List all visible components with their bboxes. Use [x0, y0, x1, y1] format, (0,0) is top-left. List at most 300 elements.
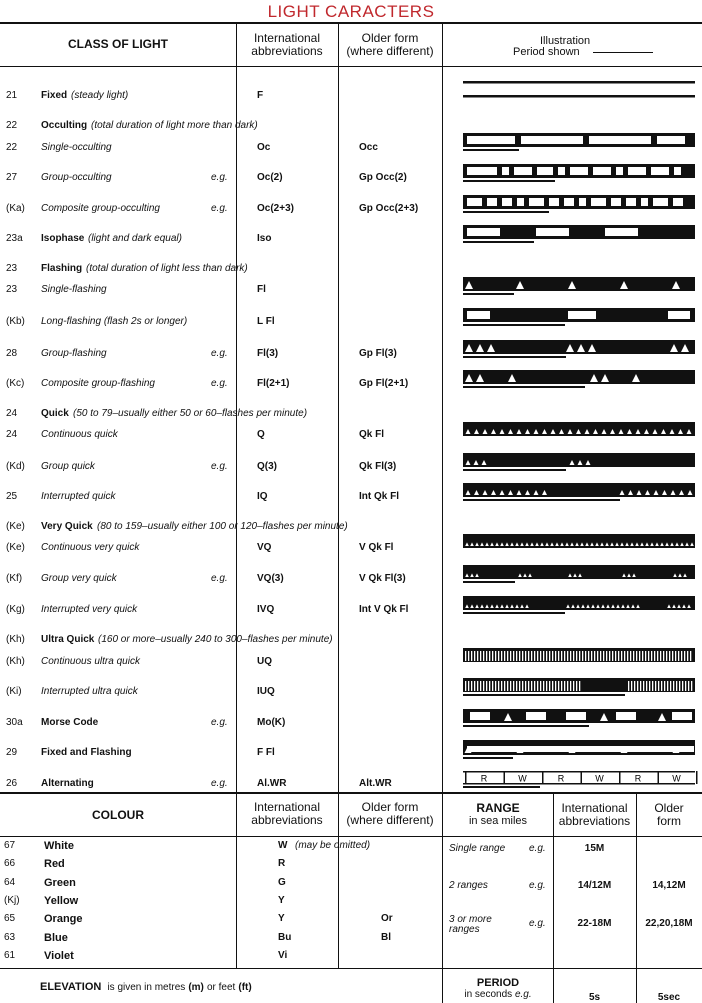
row-abbr: Iso — [257, 233, 272, 244]
alt-divider — [658, 771, 660, 784]
alt-divider — [504, 771, 506, 784]
row-number: 24 — [6, 429, 18, 440]
range-older: 14,12M — [652, 880, 686, 891]
flash-mark — [690, 651, 691, 661]
light-segment — [605, 228, 638, 236]
colour-abbr: Y — [278, 895, 285, 906]
period-older: 5sec — [657, 992, 681, 1003]
range-label: Single range — [449, 843, 506, 854]
flash-mark — [600, 651, 601, 661]
row-label: Single-occulting — [41, 142, 112, 153]
flash-mark — [552, 651, 553, 661]
flash-mark — [673, 681, 674, 691]
flash-mark — [567, 651, 568, 661]
light-segment — [593, 167, 611, 175]
row-number: (Ke) — [6, 542, 25, 553]
row-label: Fixed — [41, 90, 68, 101]
flash-mark — [483, 651, 484, 661]
row-label: Quick — [41, 408, 69, 419]
row-number: 23 — [6, 263, 18, 274]
flash-mark — [522, 651, 523, 661]
colour-name: Red — [44, 858, 65, 870]
flash-mark — [645, 651, 646, 661]
flash-mark — [676, 681, 677, 691]
row-note: (steady light) — [71, 90, 129, 101]
flash-mark — [498, 651, 499, 661]
light-segment — [616, 712, 636, 720]
period-abbr: 5s — [588, 992, 601, 1003]
class-of-light-header: CLASS OF LIGHT — [68, 37, 168, 51]
colour-header: COLOUR — [92, 808, 144, 822]
flash-mark — [648, 651, 649, 661]
row-label: Occulting — [41, 120, 88, 131]
flash-mark — [688, 681, 689, 691]
row-older: V Qk Fl(3) — [359, 573, 406, 584]
row-number: (Ki) — [6, 686, 22, 697]
flash-mark — [537, 651, 538, 661]
row-eg: e.g. — [211, 717, 228, 728]
alt-letter: R — [480, 773, 488, 784]
dark-bar — [463, 370, 695, 384]
alt-letter: R — [557, 773, 565, 784]
range-eg: e.g. — [529, 880, 546, 891]
row-eg: e.g. — [211, 778, 228, 789]
row-eg: e.g. — [211, 378, 228, 389]
light-segment — [568, 311, 596, 319]
flash-mark — [666, 651, 667, 661]
dark-bar — [463, 741, 695, 746]
colour-number: 64 — [4, 877, 16, 888]
flash-mark — [661, 681, 662, 691]
flash-mark — [654, 651, 655, 661]
flash-mark — [675, 651, 676, 661]
flash-mark — [579, 651, 580, 661]
colour-note: (may be omitted) — [295, 840, 371, 851]
row-abbr: Q — [257, 429, 265, 440]
range-label: 2 ranges — [449, 880, 488, 891]
colour-number: 66 — [4, 858, 16, 869]
flash-mark — [534, 681, 535, 691]
row-label: Alternating — [41, 778, 94, 789]
flash-mark — [672, 651, 673, 661]
flash-mark — [486, 651, 487, 661]
light-segment — [672, 712, 692, 720]
light-segment — [651, 167, 669, 175]
flash-mark — [516, 651, 517, 661]
row-label: Group quick — [41, 461, 95, 472]
range-label: 3 or more ranges — [449, 914, 492, 935]
period-underline — [463, 757, 513, 759]
row-abbr: Fl(3) — [257, 348, 279, 359]
flash-mark — [525, 651, 526, 661]
period-header: PERIOD in seconds e.g. — [464, 977, 532, 1000]
row-label: Group very quick — [41, 573, 117, 584]
period-underline — [463, 786, 540, 788]
period-shown-header: Period shown — [513, 46, 580, 58]
flash-mark — [489, 651, 490, 661]
flash-mark — [564, 651, 565, 661]
row-abbr: Oc(2) — [257, 172, 283, 183]
row-number: (Kb) — [6, 316, 25, 327]
flash-mark — [561, 681, 562, 691]
flash-mark — [555, 651, 556, 661]
light-segment — [549, 198, 559, 206]
alt-letter: W — [518, 773, 527, 784]
light-segment — [470, 712, 490, 720]
row-eg: e.g. — [211, 573, 228, 584]
light-segment — [668, 311, 690, 319]
light-segment — [628, 167, 646, 175]
flash-mark — [594, 651, 595, 661]
colour-number: 65 — [4, 913, 16, 924]
row-number: 30a — [6, 717, 23, 728]
light-segment — [521, 136, 583, 144]
row-number: (Kg) — [6, 604, 25, 615]
flash-mark — [670, 681, 671, 691]
row-number: 28 — [6, 348, 18, 359]
row-abbr: F Fl — [257, 747, 275, 758]
flash-mark — [643, 681, 644, 691]
light-segment — [487, 198, 497, 206]
flash-mark — [534, 651, 535, 661]
flash-mark — [501, 681, 502, 691]
row-label: Composite group-occulting — [41, 203, 160, 214]
row-number: (Kd) — [6, 461, 25, 472]
row-label: Continuous very quick — [41, 542, 140, 553]
flash-mark — [519, 651, 520, 661]
row-abbr: Q(3) — [257, 461, 277, 472]
flash-mark — [570, 651, 571, 661]
light-segment — [616, 167, 623, 175]
row-abbr: UQ — [257, 656, 272, 667]
flash-mark — [642, 651, 643, 661]
alt-border — [463, 783, 695, 785]
light-segment — [526, 712, 546, 720]
flash-mark — [597, 651, 598, 661]
light-segment — [673, 198, 683, 206]
row-note: (50 to 79–usually either 50 or 60–flashes per minute) — [73, 408, 308, 419]
range-older: 22,20,18M — [645, 918, 693, 929]
dark-bar — [463, 277, 695, 291]
light-segment — [502, 167, 509, 175]
row-number: 26 — [6, 778, 18, 789]
period-underline — [463, 694, 625, 696]
flash-mark — [660, 651, 661, 661]
light-segment — [502, 198, 512, 206]
flash-mark — [684, 651, 685, 661]
flash-mark — [612, 651, 613, 661]
flash-mark — [606, 651, 607, 661]
flash-mark — [477, 651, 478, 661]
row-older: Alt.WR — [359, 778, 392, 789]
flash-mark — [573, 681, 574, 691]
row-number: 25 — [6, 491, 18, 502]
flash-mark — [465, 651, 466, 661]
light-segment — [467, 311, 490, 319]
row-abbr: VQ(3) — [257, 573, 284, 584]
flash-mark — [667, 681, 668, 691]
flash-mark — [558, 681, 559, 691]
colour-abbr: G — [278, 877, 286, 888]
flash-mark — [682, 681, 683, 691]
colour-name: Yellow — [44, 895, 79, 907]
colour-number: 63 — [4, 932, 16, 943]
alt-letter: R — [634, 773, 642, 784]
flash-mark — [474, 651, 475, 661]
flash-mark — [687, 651, 688, 661]
light-segment — [591, 198, 606, 206]
row-number: 23a — [6, 233, 23, 244]
flash-mark — [513, 681, 514, 691]
flash-mark — [624, 651, 625, 661]
flash-mark — [652, 681, 653, 691]
flash-mark — [528, 681, 529, 691]
flash-mark — [640, 681, 641, 691]
row-number: 22 — [6, 120, 18, 131]
flash-mark — [678, 651, 679, 661]
row-number: (Ka) — [6, 203, 25, 214]
flash-mark — [618, 651, 619, 661]
row-label: Morse Code — [41, 717, 99, 728]
flash-mark — [549, 651, 550, 661]
row-older: Int V Qk Fl — [359, 604, 409, 615]
light-segment — [579, 198, 586, 206]
dark-bar — [463, 483, 695, 497]
row-number: 24 — [6, 408, 18, 419]
flash-mark — [531, 681, 532, 691]
flash-mark — [657, 651, 658, 661]
light-segment — [657, 136, 685, 144]
colour-older-header: Older form (where different) — [346, 800, 434, 827]
row-abbr: Al.WR — [257, 778, 287, 789]
colour-abbr: Vi — [278, 950, 288, 961]
flash-mark — [543, 681, 544, 691]
row-older: Occ — [359, 142, 378, 153]
colour-name: White — [44, 840, 74, 852]
flash-mark — [507, 681, 508, 691]
flash-mark — [609, 651, 610, 661]
period-underline — [463, 356, 566, 358]
flash-mark — [691, 681, 692, 691]
flash-mark — [655, 681, 656, 691]
flash-mark — [549, 681, 550, 691]
row-eg: e.g. — [211, 461, 228, 472]
flash-mark — [621, 651, 622, 661]
flash-mark — [567, 681, 568, 691]
row-note: (total duration of light less than dark) — [86, 263, 248, 274]
flash-mark — [615, 651, 616, 661]
row-abbr: Fl(2+1) — [257, 378, 290, 389]
flash-mark — [646, 681, 647, 691]
flash-mark — [492, 651, 493, 661]
flash-mark — [576, 681, 577, 691]
colour-abbr: R — [278, 858, 286, 869]
period-underline — [463, 725, 589, 727]
range-older-header: Older form — [654, 801, 684, 828]
row-note: (total duration of light more than dark) — [91, 120, 258, 131]
period-underline — [463, 324, 565, 326]
colour-number: 61 — [4, 950, 16, 961]
row-label: Very Quick — [41, 521, 93, 532]
row-older: V Qk Fl — [359, 542, 394, 553]
flash-mark — [483, 681, 484, 691]
flash-mark — [681, 651, 682, 661]
flash-mark — [522, 681, 523, 691]
alt-border — [463, 771, 695, 773]
row-number: 27 — [6, 172, 18, 183]
colour-number: (Kj) — [4, 895, 20, 906]
colour-intl-header: International abbreviations — [251, 800, 323, 827]
light-segment — [537, 167, 553, 175]
period-underline — [463, 241, 534, 243]
row-label: Group-occulting — [41, 172, 112, 183]
alt-letter: W — [595, 773, 604, 784]
range-header: RANGE in sea miles — [468, 801, 528, 827]
flash-mark — [663, 651, 664, 661]
row-number: 23 — [6, 284, 18, 295]
row-older: Int Qk Fl — [359, 491, 399, 502]
light-segment — [570, 167, 588, 175]
row-older: Qk Fl(3) — [359, 461, 397, 472]
flash-mark — [531, 651, 532, 661]
flash-mark — [537, 681, 538, 691]
light-segment — [566, 712, 586, 720]
row-eg: e.g. — [211, 203, 228, 214]
alt-divider — [542, 771, 544, 784]
alt-divider — [696, 771, 698, 784]
older-form-header: Older form (where different) — [346, 31, 434, 58]
colour-older: Bl — [381, 932, 391, 943]
range-abbr: 22-18M — [577, 918, 612, 929]
flash-mark — [510, 681, 511, 691]
flash-mark — [576, 651, 577, 661]
row-number: 21 — [6, 90, 18, 101]
page-title: LIGHT CARACTERS — [267, 2, 435, 21]
alt-divider — [619, 771, 621, 784]
row-label: Continuous quick — [41, 429, 118, 440]
flash-mark — [468, 681, 469, 691]
row-abbr: IUQ — [257, 686, 275, 697]
flash-mark — [480, 651, 481, 661]
flash-mark — [495, 651, 496, 661]
period-underline — [463, 211, 549, 213]
flash-mark — [558, 651, 559, 661]
flash-mark — [561, 651, 562, 661]
row-older: Qk Fl — [359, 429, 385, 440]
row-note: (160 or more–usually 240 to 300–flashes per minute) — [98, 634, 333, 645]
light-segment — [653, 198, 668, 206]
row-abbr: IQ — [257, 491, 268, 502]
colour-name: Green — [44, 877, 76, 889]
flash-mark — [501, 651, 502, 661]
flash-mark — [637, 681, 638, 691]
row-number: (Kh) — [6, 656, 25, 667]
flash-mark — [591, 651, 592, 661]
flash-mark — [555, 681, 556, 691]
row-abbr: Oc(2+3) — [257, 203, 294, 214]
row-label: Isophase — [41, 233, 85, 244]
flash-mark — [525, 681, 526, 691]
flash-mark — [651, 651, 652, 661]
row-eg: e.g. — [211, 172, 228, 183]
row-number: (Kc) — [6, 378, 25, 389]
colour-name: Orange — [44, 913, 83, 925]
light-segment — [564, 198, 574, 206]
row-number: (Kh) — [6, 634, 25, 645]
row-label: Interrupted quick — [41, 491, 116, 502]
row-label: Continuous ultra quick — [41, 656, 140, 667]
row-abbr: Fl — [257, 284, 266, 295]
colour-abbr: Bu — [278, 932, 292, 943]
flash-mark — [492, 681, 493, 691]
flash-mark — [582, 651, 583, 661]
flash-mark — [540, 651, 541, 661]
row-abbr: VQ — [257, 542, 272, 553]
flash-mark — [489, 681, 490, 691]
alt-divider — [581, 771, 583, 784]
flash-mark — [477, 681, 478, 691]
flash-mark — [573, 651, 574, 661]
period-underline — [463, 149, 519, 151]
flash-mark — [564, 681, 565, 691]
row-eg: e.g. — [211, 348, 228, 359]
row-older: Gp Occ(2) — [359, 172, 407, 183]
range-eg: e.g. — [529, 843, 546, 854]
row-label: Composite group-flashing — [41, 378, 155, 389]
period-underline — [463, 612, 565, 614]
row-number: (Kf) — [6, 573, 23, 584]
row-number: 29 — [6, 747, 18, 758]
flash-mark — [664, 681, 665, 691]
row-label: Interrupted very quick — [41, 604, 138, 615]
range-abbr: 15M — [584, 843, 605, 854]
flash-mark — [658, 681, 659, 691]
row-older: Gp Fl(3) — [359, 348, 397, 359]
row-label: Interrupted ultra quick — [41, 686, 138, 697]
fixed-line — [463, 95, 695, 98]
row-abbr: Oc — [257, 142, 271, 153]
flash-mark — [465, 681, 466, 691]
row-label: Ultra Quick — [41, 634, 95, 645]
flash-mark — [519, 681, 520, 691]
colour-abbr: W — [278, 840, 288, 851]
light-segment — [558, 167, 565, 175]
light-segment — [674, 167, 681, 175]
colour-name: Violet — [44, 950, 74, 962]
flash-mark — [507, 651, 508, 661]
flash-mark — [471, 651, 472, 661]
flash-mark — [516, 681, 517, 691]
illustration-header: Illustration — [540, 35, 591, 47]
flash-mark — [669, 651, 670, 661]
flash-mark — [486, 681, 487, 691]
flash-mark — [498, 681, 499, 691]
light-segment — [517, 198, 524, 206]
flash-mark — [570, 681, 571, 691]
flash-mark — [543, 651, 544, 661]
flash-mark — [528, 651, 529, 661]
range-abbr: 14/12M — [577, 880, 612, 891]
flash-mark — [504, 681, 505, 691]
range-eg: e.g. — [529, 918, 546, 929]
colour-abbr: Y — [278, 913, 285, 924]
row-note: (light and dark equal) — [88, 233, 182, 244]
colour-name: Blue — [44, 932, 68, 944]
row-number: 22 — [6, 142, 18, 153]
flash-mark — [471, 681, 472, 691]
period-underline — [463, 499, 620, 501]
elevation-note: ELEVATION is given in metres (m) or feet (ft) — [40, 981, 252, 993]
